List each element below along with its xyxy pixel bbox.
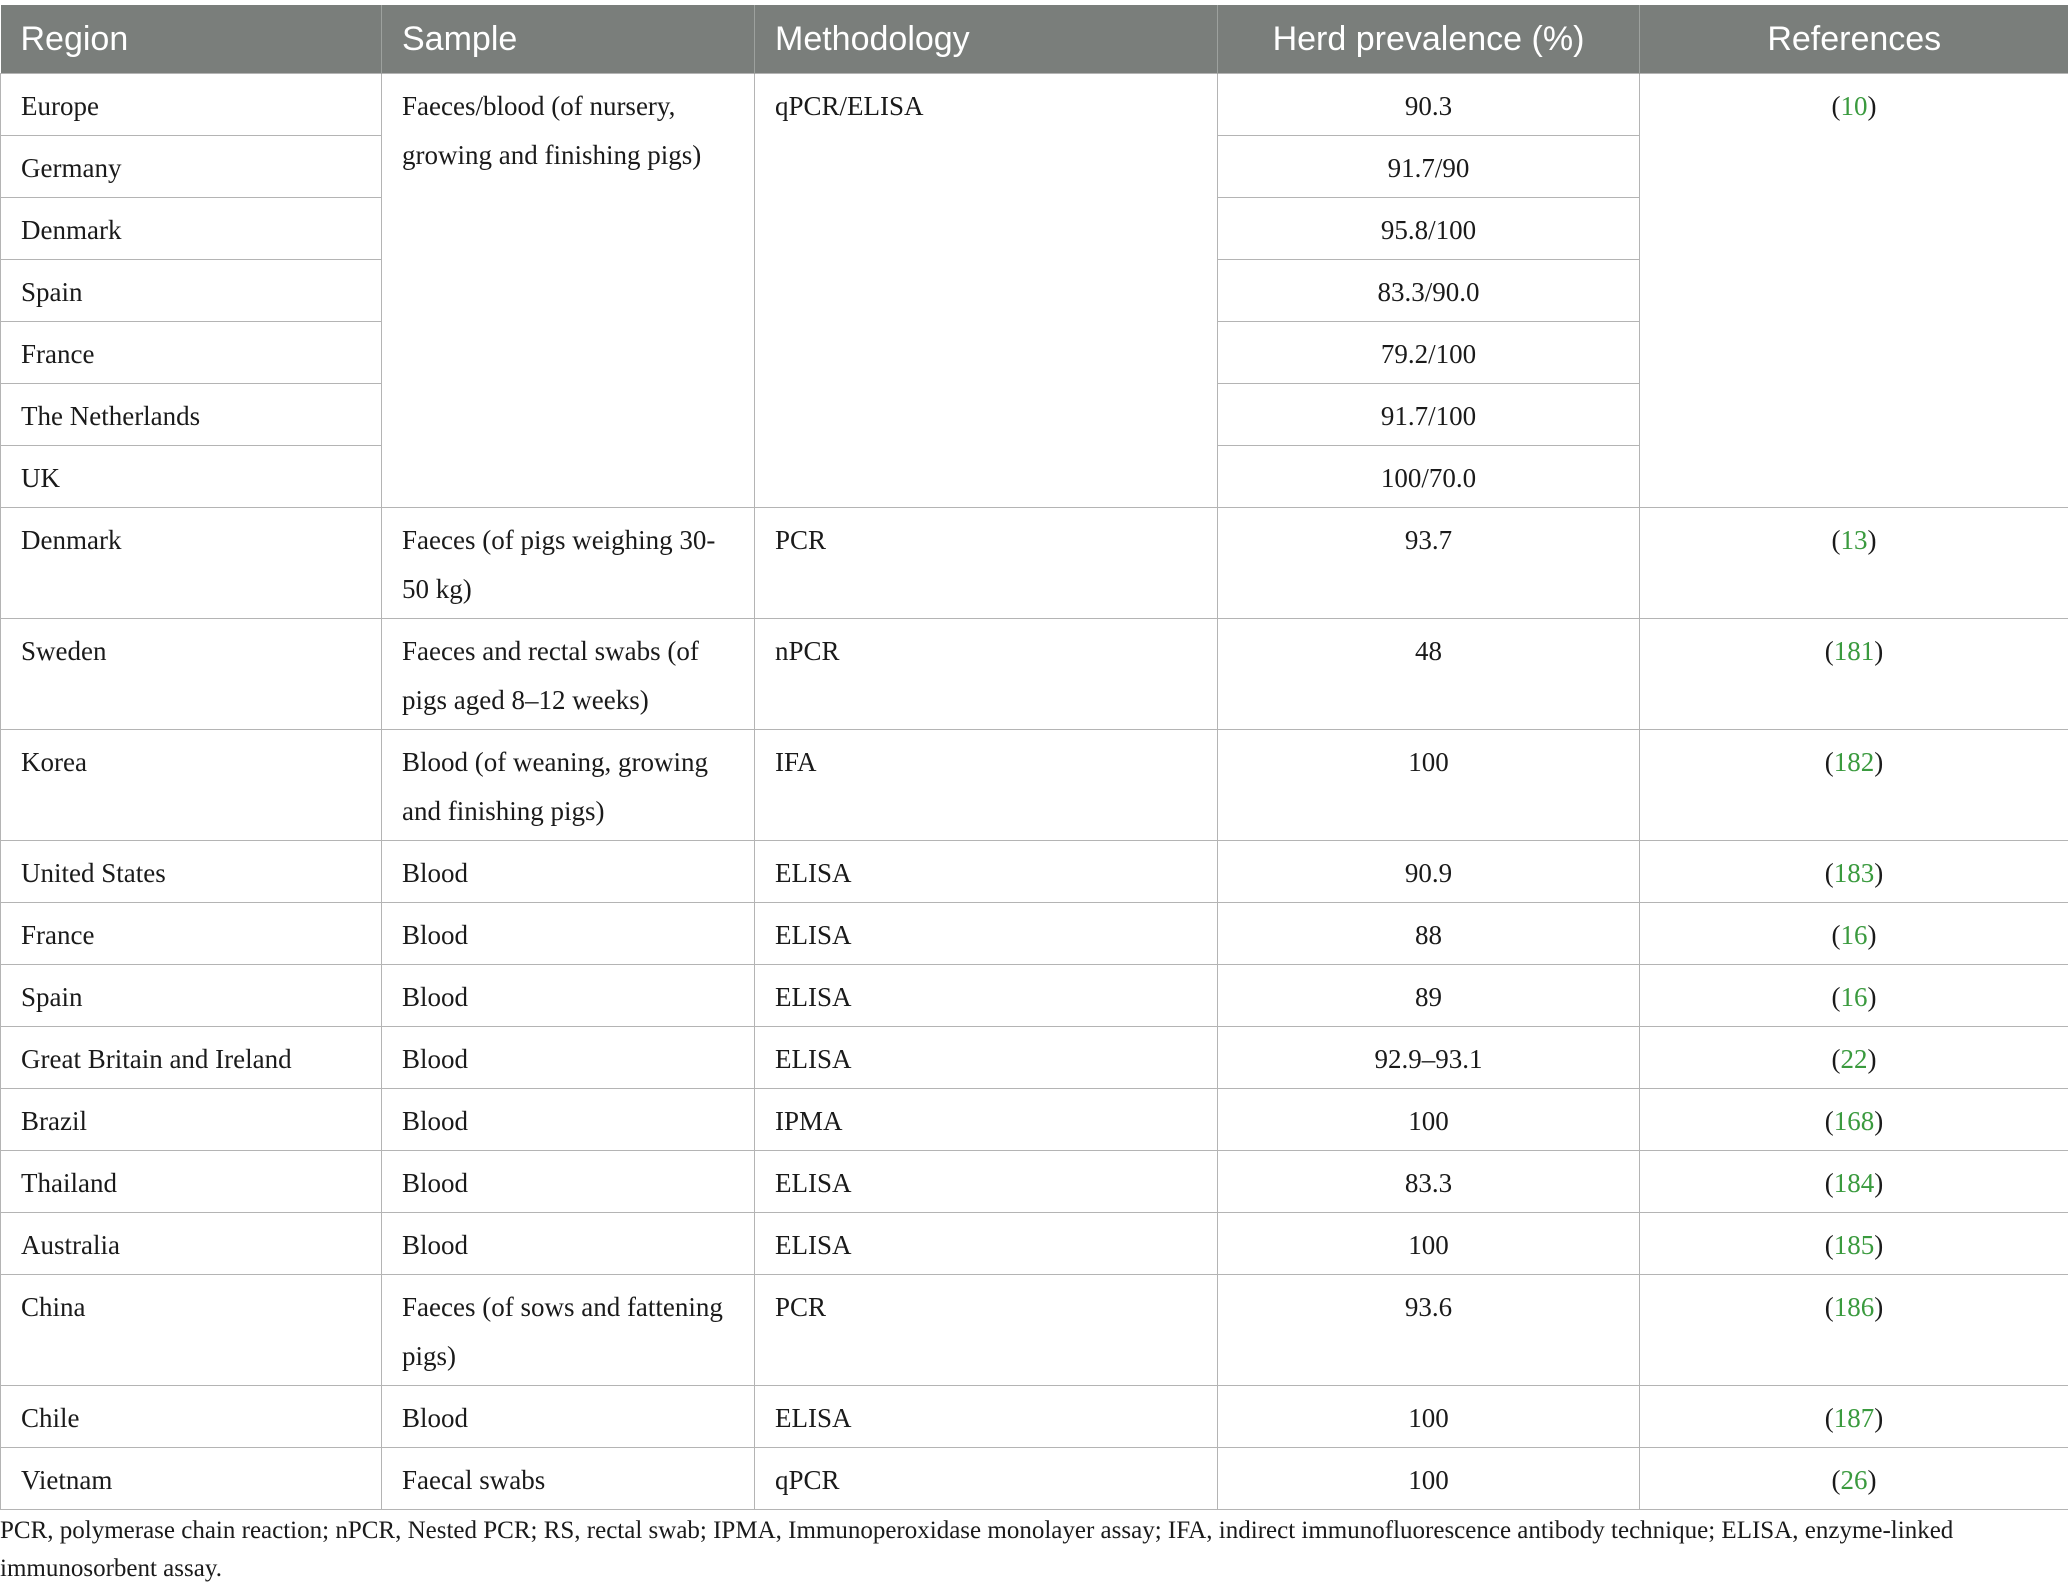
table-row xyxy=(1,1213,2068,1275)
ref-open-paren: ( xyxy=(1824,1230,1834,1260)
cell-reference xyxy=(1640,1089,2068,1151)
cell-prevalence: 100 xyxy=(1218,1386,1640,1448)
ref-close-paren: ) xyxy=(1874,1168,1884,1198)
cell-region: Brazil xyxy=(1,1089,382,1151)
cell-sample: Faeces and rectal swabs (of pigs aged 8–12 weeks) xyxy=(382,619,755,730)
cell-reference xyxy=(1640,1213,2068,1275)
ref-open-paren: ( xyxy=(1831,982,1841,1012)
table-row xyxy=(1,1448,2068,1510)
cell-reference xyxy=(1640,903,2068,965)
header-row xyxy=(1,5,2068,74)
ref-open-paren: ( xyxy=(1831,920,1841,950)
cell-region: China xyxy=(1,1275,382,1386)
cell-region: Spain xyxy=(1,965,382,1027)
ref-close-paren: ) xyxy=(1867,920,1877,950)
cell-prevalence: 88 xyxy=(1218,903,1640,965)
cell-methodology: ELISA xyxy=(755,1213,1218,1275)
cell-region: France xyxy=(1,322,382,384)
cell-region: UK xyxy=(1,446,382,508)
ref-open-paren: ( xyxy=(1824,858,1834,888)
cell-prevalence: 83.3 xyxy=(1218,1151,1640,1213)
cell-methodology: ELISA xyxy=(755,1151,1218,1213)
cell-prevalence: 83.3/90.0 xyxy=(1218,260,1640,322)
cell-reference xyxy=(1640,1027,2068,1089)
cell-methodology: ELISA xyxy=(755,841,1218,903)
table-body xyxy=(1,74,2068,508)
cell-region: Chile xyxy=(1,1386,382,1448)
ref-close-paren: ) xyxy=(1867,982,1877,1012)
cell-region: Europe xyxy=(1,74,382,136)
cell-sample: Blood xyxy=(382,965,755,1027)
cell-sample: Blood xyxy=(382,1027,755,1089)
cell-reference xyxy=(1640,1275,2068,1386)
cell-methodology: nPCR xyxy=(755,619,1218,730)
ref-open-paren: ( xyxy=(1824,1292,1834,1322)
cell-methodology: ELISA xyxy=(755,1386,1218,1448)
cell-region: Sweden xyxy=(1,619,382,730)
header-region: Region xyxy=(1,5,382,74)
reference-link[interactable]: 22 xyxy=(1840,1044,1868,1074)
cell-reference xyxy=(1640,841,2068,903)
ref-open-paren: ( xyxy=(1824,1168,1834,1198)
ref-close-paren: ) xyxy=(1867,91,1877,121)
cell-prevalence: 91.7/100 xyxy=(1218,384,1640,446)
cell-methodology: PCR xyxy=(755,1275,1218,1386)
cell-region: Australia xyxy=(1,1213,382,1275)
cell-methodology: qPCR/ELISA xyxy=(755,74,1218,508)
cell-methodology: ELISA xyxy=(755,1027,1218,1089)
ref-close-paren: ) xyxy=(1874,636,1884,666)
reference-link[interactable]: 183 xyxy=(1833,858,1875,888)
table-row xyxy=(1,1151,2068,1213)
cell-sample: Faecal swabs xyxy=(382,1448,755,1510)
cell-prevalence: 100/70.0 xyxy=(1218,446,1640,508)
ref-close-paren: ) xyxy=(1874,1230,1884,1260)
cell-sample: Faeces (of sows and fattening pigs) xyxy=(382,1275,755,1386)
table-row xyxy=(1,74,2068,136)
ref-open-paren: ( xyxy=(1824,636,1834,666)
cell-prevalence: 100 xyxy=(1218,1089,1640,1151)
reference-link[interactable]: 187 xyxy=(1833,1403,1875,1433)
table-row xyxy=(1,1275,2068,1386)
cell-prevalence: 93.7 xyxy=(1218,508,1640,619)
ref-close-paren: ) xyxy=(1874,858,1884,888)
cell-prevalence: 100 xyxy=(1218,1213,1640,1275)
ref-close-paren: ) xyxy=(1874,1106,1884,1136)
cell-region: Spain xyxy=(1,260,382,322)
cell-region: Denmark xyxy=(1,508,382,619)
cell-sample: Blood xyxy=(382,1151,755,1213)
cell-methodology: ELISA xyxy=(755,903,1218,965)
prevalence-table-container xyxy=(0,5,2068,1510)
cell-prevalence: 91.7/90 xyxy=(1218,136,1640,198)
cell-prevalence: 90.3 xyxy=(1218,74,1640,136)
table-header xyxy=(1,5,2068,74)
ref-open-paren: ( xyxy=(1824,1106,1834,1136)
cell-prevalence: 100 xyxy=(1218,730,1640,841)
reference-link[interactable]: 184 xyxy=(1833,1168,1875,1198)
cell-region: Korea xyxy=(1,730,382,841)
cell-region: Vietnam xyxy=(1,1448,382,1510)
cell-prevalence: 93.6 xyxy=(1218,1275,1640,1386)
cell-sample: Blood xyxy=(382,1386,755,1448)
cell-reference xyxy=(1640,1386,2068,1448)
cell-region: Great Britain and Ireland xyxy=(1,1027,382,1089)
cell-sample: Faeces (of pigs weighing 30-50 kg) xyxy=(382,508,755,619)
ref-open-paren: ( xyxy=(1831,1044,1841,1074)
cell-reference xyxy=(1640,1448,2068,1510)
ref-close-paren: ) xyxy=(1867,525,1877,555)
reference-link[interactable]: 10 xyxy=(1840,91,1868,121)
reference-link[interactable]: 181 xyxy=(1833,636,1875,666)
cell-region: France xyxy=(1,903,382,965)
table-row xyxy=(1,508,2068,619)
ref-close-paren: ) xyxy=(1867,1465,1877,1495)
header-references: References xyxy=(1640,5,2068,74)
cell-reference xyxy=(1640,965,2068,1027)
table-row xyxy=(1,1089,2068,1151)
cell-sample: Blood (of weaning, growing and finishing pigs) xyxy=(382,730,755,841)
cell-prevalence: 79.2/100 xyxy=(1218,322,1640,384)
reference-link[interactable]: 26 xyxy=(1840,1465,1868,1495)
header-methodology: Methodology xyxy=(755,5,1218,74)
table-row xyxy=(1,841,2068,903)
cell-region: United States xyxy=(1,841,382,903)
table-footnote: PCR, polymerase chain reaction; nPCR, Nested PCR; RS, rectal swab; IPMA, Immunoperoxidase monolayer assay; IFA, indirect immunofluorescence antibody technique; ELISA, enzyme-linked immunosorbent assay. xyxy=(0,1517,1954,1582)
reference-link[interactable]: 168 xyxy=(1833,1106,1875,1136)
cell-methodology: IFA xyxy=(755,730,1218,841)
ref-open-paren: ( xyxy=(1824,747,1834,777)
cell-prevalence: 90.9 xyxy=(1218,841,1640,903)
table-row xyxy=(1,730,2068,841)
table-row xyxy=(1,903,2068,965)
cell-prevalence: 92.9–93.1 xyxy=(1218,1027,1640,1089)
cell-sample: Blood xyxy=(382,1089,755,1151)
cell-methodology: PCR xyxy=(755,508,1218,619)
ref-close-paren: ) xyxy=(1874,1403,1884,1433)
ref-open-paren: ( xyxy=(1831,1465,1841,1495)
cell-region: Thailand xyxy=(1,1151,382,1213)
ref-close-paren: ) xyxy=(1874,747,1884,777)
cell-sample: Blood xyxy=(382,841,755,903)
cell-region: Germany xyxy=(1,136,382,198)
table-row xyxy=(1,965,2068,1027)
cell-prevalence: 95.8/100 xyxy=(1218,198,1640,260)
reference-link[interactable]: 186 xyxy=(1833,1292,1875,1322)
table-row xyxy=(1,1027,2068,1089)
ref-open-paren: ( xyxy=(1831,525,1841,555)
header-herd-prevalence: Herd prevalence (%) xyxy=(1218,5,1640,74)
ref-close-paren: ) xyxy=(1874,1292,1884,1322)
ref-open-paren: ( xyxy=(1831,91,1841,121)
ref-open-paren: ( xyxy=(1824,1403,1834,1433)
reference-link[interactable]: 185 xyxy=(1833,1230,1875,1260)
cell-prevalence: 89 xyxy=(1218,965,1640,1027)
cell-reference xyxy=(1640,508,2068,619)
table-row xyxy=(1,1386,2068,1448)
table-row xyxy=(1,619,2068,730)
cell-methodology: IPMA xyxy=(755,1089,1218,1151)
reference-link[interactable]: 16 xyxy=(1840,982,1868,1012)
ref-close-paren: ) xyxy=(1867,1044,1877,1074)
cell-region: Denmark xyxy=(1,198,382,260)
cell-sample: Blood xyxy=(382,1213,755,1275)
cell-prevalence: 48 xyxy=(1218,619,1640,730)
cell-reference xyxy=(1640,74,2068,508)
reference-link[interactable]: 16 xyxy=(1840,920,1868,950)
cell-sample: Blood xyxy=(382,903,755,965)
cell-region: The Netherlands xyxy=(1,384,382,446)
cell-reference xyxy=(1640,730,2068,841)
prevalence-table xyxy=(0,5,2068,1510)
cell-reference xyxy=(1640,619,2068,730)
cell-sample: Faeces/blood (of nursery, growing and finishing pigs) xyxy=(382,74,755,508)
reference-link[interactable]: 182 xyxy=(1833,747,1875,777)
cell-reference xyxy=(1640,1151,2068,1213)
cell-methodology: ELISA xyxy=(755,965,1218,1027)
cell-methodology: qPCR xyxy=(755,1448,1218,1510)
table-body-studies xyxy=(1,508,2068,1510)
header-sample: Sample xyxy=(382,5,755,74)
reference-link[interactable]: 13 xyxy=(1840,525,1868,555)
cell-prevalence: 100 xyxy=(1218,1448,1640,1510)
